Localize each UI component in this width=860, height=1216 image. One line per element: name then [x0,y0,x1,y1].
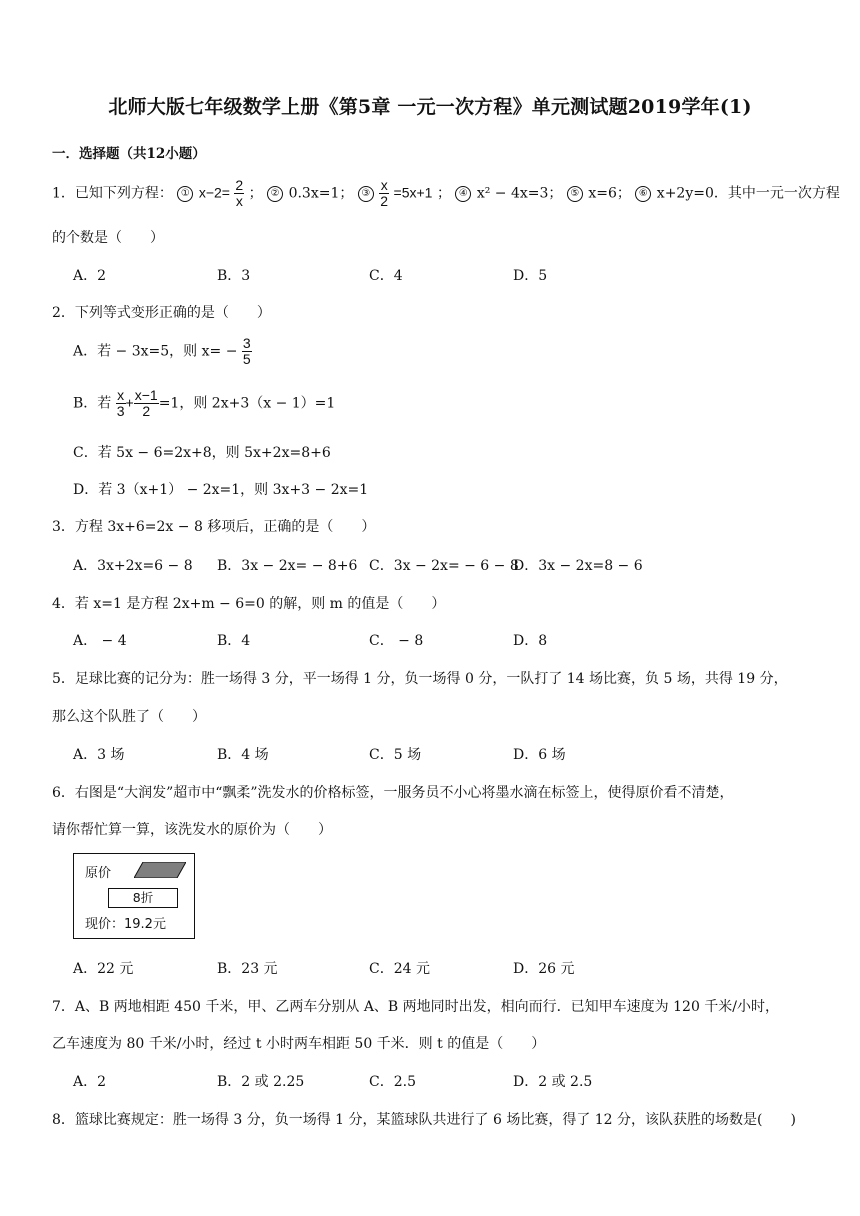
q1-eq3-rhs: =5x+1 [393,184,433,201]
q1-marker-3: ③ [358,186,374,202]
q4-option-d[interactable]: D．8 [513,633,548,649]
q1-marker-2: ② [267,186,283,202]
q2-option-b-fraction-2: $\frac{x-1}{2}$ [134,387,158,419]
q3-option-a[interactable]: A．3x+2x=6 − 8 [73,558,193,574]
q4-option-a[interactable]: A． − 4 [73,633,127,649]
q5-option-b[interactable]: B．4 场 [217,747,269,763]
section-heading: 一．选择题（共12小题） [52,146,206,162]
q3-option-b[interactable]: B．3x − 2x= − 8+6 [217,558,358,574]
question-7-line-2: 乙车速度为 80 千米/小时，经过 t 小时两车相距 50 千米．则 t 的值是（ ） [52,1036,546,1052]
q2-option-b-plus: + [125,394,134,411]
ink-blot-icon [134,862,186,878]
q1-sep-3: ； [436,185,451,202]
q1-option-b[interactable]: B．3 [217,268,251,284]
q1-marker-1: ① [177,186,193,202]
price-tag-discount: 8折 [108,888,178,908]
q1-eq2: 0.3x=1； [288,185,354,202]
q5-option-d[interactable]: D．6 场 [513,747,566,763]
q1-prefix: 1．已知下列方程： [52,185,173,202]
q2-option-a-text: A．若 − 3x=5，则 x= − [73,343,238,360]
question-1-line-1 [52,178,840,209]
q1-marker-6: ⑥ [635,186,651,202]
q4-option-c[interactable]: C． − 8 [369,633,424,649]
q5-option-c[interactable]: C．5 场 [369,747,422,763]
price-tag-current-price: 现价：19.2元 [85,917,166,932]
q2-option-c[interactable]: C．若 5x − 6=2x+8，则 5x+2x=8+6 [73,445,331,461]
q1-marker-4: ④ [455,186,471,202]
question-3-stem: 3．方程 3x+6=2x − 8 移项后，正确的是（ ） [52,519,376,535]
q1-eq6: x+2y=0．其中一元一次方程 [656,185,840,202]
q1-eq3-fraction: $\frac{x}{2}$ [380,177,389,209]
q4-option-b[interactable]: B．4 [217,633,251,649]
q2-option-b-fraction-1: $\frac{x}{3}$ [116,387,125,419]
q2-option-a-fraction: $\frac{3}{5}$ [242,335,251,367]
q1-option-a[interactable]: A．2 [73,268,107,284]
question-5-line-2: 那么这个队胜了（ ） [52,709,206,725]
q2-option-b-suffix: =1，则 2x+3（x − 1）=1 [158,395,336,412]
q7-option-c[interactable]: C．2.5 [369,1074,416,1090]
document-title: 北师大版七年级数学上册《第5章 一元一次方程》单元测试题2019学年(1) [108,96,752,118]
q1-marker-5: ⑤ [567,186,583,202]
question-5-line-1: 5．足球比赛的记分为：胜一场得 3 分，平一场得 1 分，负一场得 0 分，一队打了 14 场比赛，负 5 场，共得 19 分， [52,671,788,687]
q6-option-a[interactable]: A．22 元 [73,961,134,977]
q1-option-d[interactable]: D．5 [513,268,548,284]
price-tag-figure [73,853,195,939]
q1-option-c[interactable]: C．4 [369,268,403,284]
q7-option-a[interactable]: A．2 [73,1074,107,1090]
question-7-line-1: 7．A、B 两地相距 450 千米，甲、乙两车分别从 A、B 两地同时出发，相向而行．已知甲车速度为 120 千米/小时， [52,999,780,1015]
q6-option-b[interactable]: B．23 元 [217,961,278,977]
price-tag-original-label: 原价 [85,866,112,881]
q1-sep-1: ； [248,185,263,202]
question-4-stem: 4．若 x=1 是方程 2x+m − 6=0 的解，则 m 的值是（ ） [52,596,446,612]
q2-option-d[interactable]: D．若 3（x+1） − 2x=1，则 3x+3 − 2x=1 [73,482,369,498]
q5-option-a[interactable]: A．3 场 [73,747,125,763]
q7-option-b[interactable]: B．2 或 2.25 [217,1074,305,1090]
q6-option-d[interactable]: D．26 元 [513,961,575,977]
q2-option-b-prefix: B．若 [73,395,112,412]
q1-eq4: x² − 4x=3； [476,185,563,202]
q3-option-d[interactable]: D．3x − 2x=8 − 6 [513,558,643,574]
question-6-line-2: 请你帮忙算一算，该洗发水的原价为（ ） [52,822,332,838]
question-8-line-1: 8．篮球比赛规定：胜一场得 3 分，负一场得 1 分，某篮球队共进行了 6 场比赛，得了 12 分，该队获胜的场数是( ) [52,1112,796,1128]
q3-option-c[interactable]: C．3x − 2x= − 6 − 8 [369,558,519,574]
q2-option-a[interactable] [73,336,252,367]
question-6-line-1: 6．右图是“大润发”超市中“飘柔”洗发水的价格标签，一服务员不小心将墨水滴在标签上，使得原价看不清楚， [52,785,734,801]
q6-option-c[interactable]: C．24 元 [369,961,430,977]
q1-eq1-fraction: $\frac{2}{x}$ [235,177,244,209]
q1-eq5: x=6； [588,185,631,202]
q7-option-d[interactable]: D．2 或 2.5 [513,1074,593,1090]
q2-option-b[interactable] [73,388,335,419]
question-1-line-2: 的个数是（ ） [52,230,164,246]
question-2-stem: 2．下列等式变形正确的是（ ） [52,305,271,321]
q1-eq1-lhs: x−2= [198,184,230,201]
